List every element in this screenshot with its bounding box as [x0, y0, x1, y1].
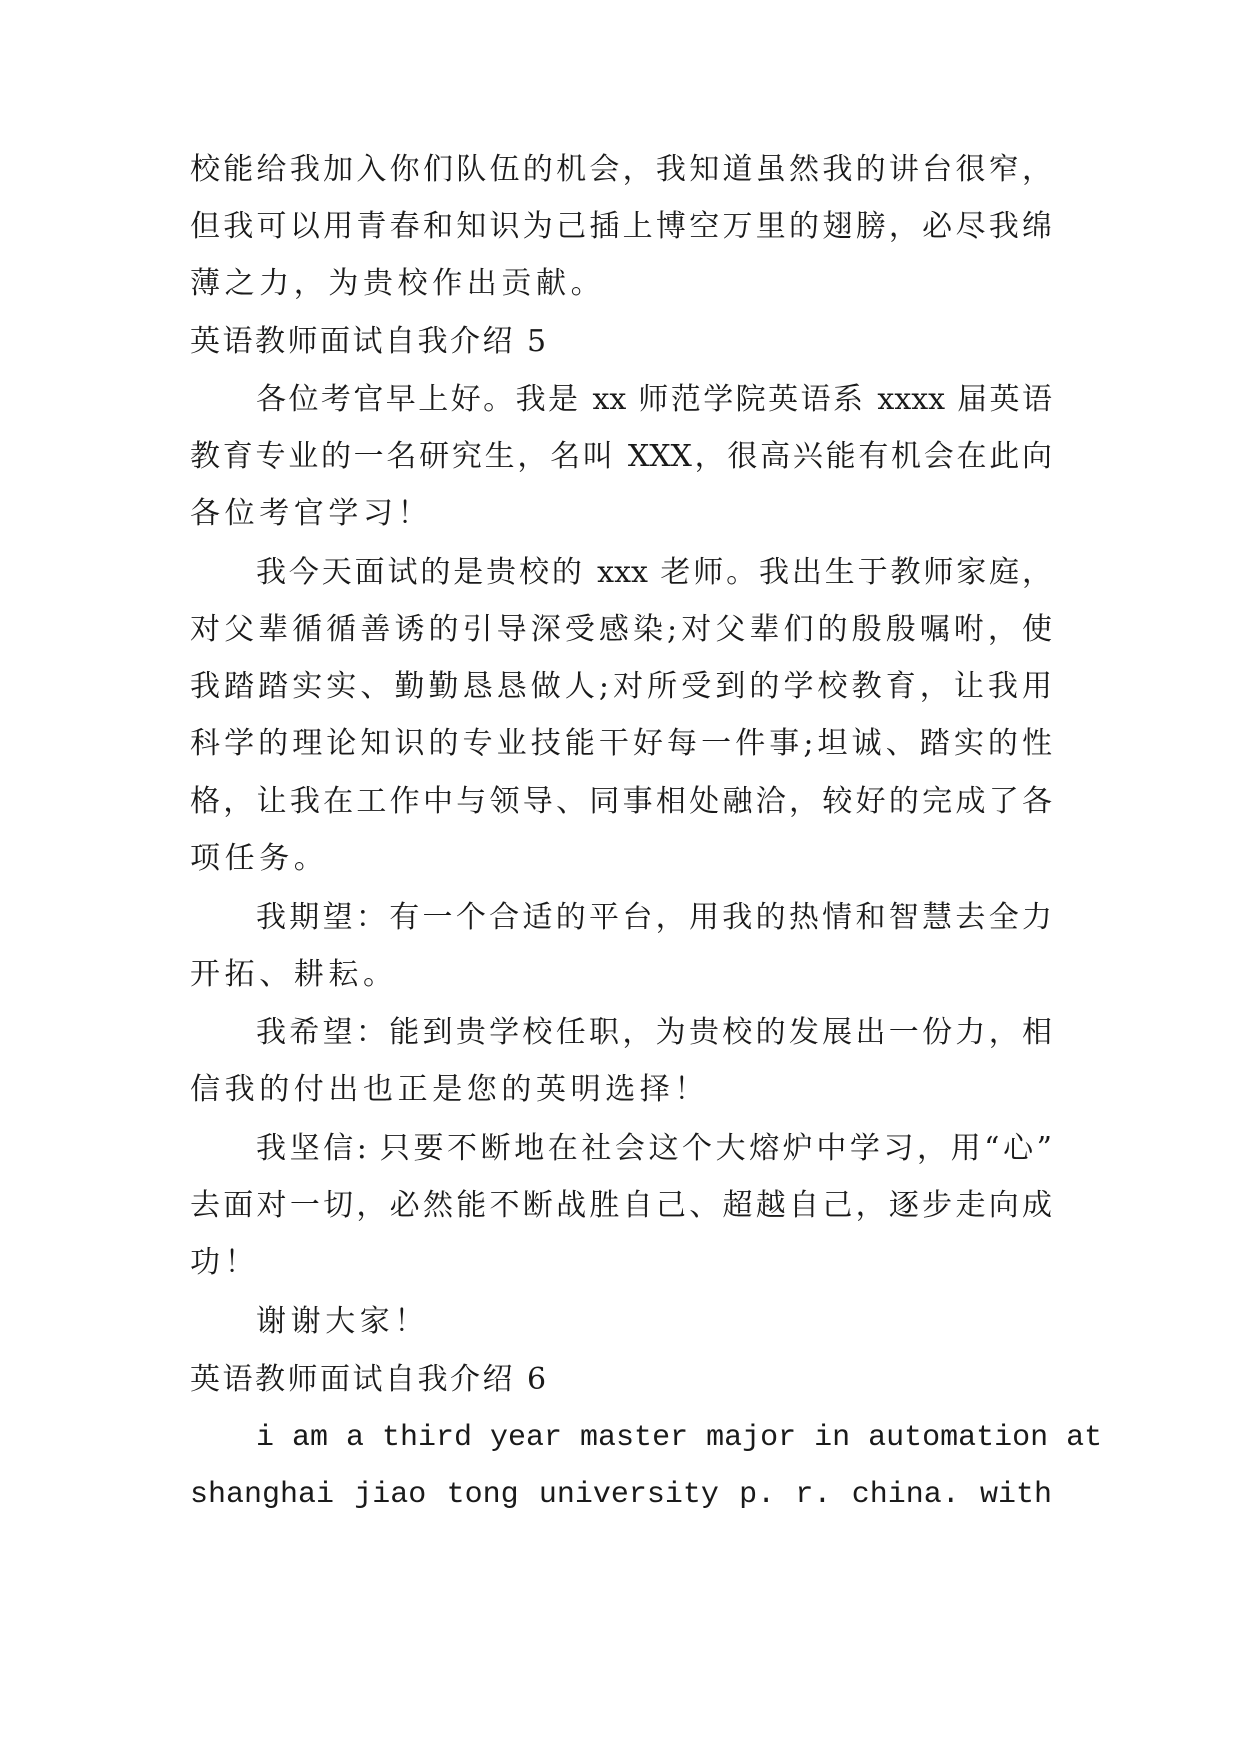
paragraph-line: 我踏踏实实、勤勤恳恳做人;对所受到的学校教育，让我用	[190, 669, 1052, 704]
paragraph-line: 格，让我在工作中与领导、同事相处融洽，较好的完成了各	[190, 784, 1052, 819]
paragraph-line: 我期望：有一个合适的平台，用我的热情和智慧去全力	[256, 900, 1052, 935]
paragraph-line: 去面对一切，必然能不断战胜自己、超越自己，逐步走向成	[190, 1188, 1052, 1223]
paragraph-line: 我今天面试的是贵校的 xxx 老师。我出生于教师家庭，	[256, 555, 1052, 590]
paragraph-line: 开拓、耕耘。	[190, 957, 398, 992]
paragraph-line: 谢谢大家！	[256, 1304, 429, 1339]
paragraph-line: i am a third year master major in automation at	[256, 1421, 1103, 1455]
paragraph-line: 薄之力，为贵校作出贡献。	[190, 266, 606, 301]
paragraph-line: 科学的理论知识的专业技能干好每一件事;坦诚、踏实的性	[190, 726, 1052, 761]
paragraph-line: 功！	[190, 1245, 260, 1280]
paragraph-line: 校能给我加入你们队伍的机会，我知道虽然我的讲台很窄，	[190, 152, 1052, 187]
paragraph-line: 教育专业的一名研究生，名叫 XXX，很高兴能有机会在此向	[190, 439, 1052, 474]
section-heading: 英语教师面试自我介绍 5	[190, 324, 549, 359]
paragraph-line: 各位考官学习！	[190, 496, 433, 531]
paragraph-line: shanghai jiao tong university p. r. china. with	[190, 1478, 1052, 1512]
paragraph-line: 但我可以用青春和知识为己插上博空万里的翅膀，必尽我绵	[190, 209, 1052, 244]
paragraph-line: 项任务。	[190, 841, 329, 876]
paragraph-line: 我希望：能到贵学校任职，为贵校的发展出一份力，相	[256, 1015, 1052, 1050]
paragraph-line: 信我的付出也正是您的英明选择！	[190, 1072, 709, 1107]
paragraph-line: 我坚信: 只要不断地在社会这个大熔炉中学习，用“心”	[256, 1131, 1052, 1166]
section-heading: 英语教师面试自我介绍 6	[190, 1362, 549, 1397]
paragraph-line: 对父辈循循善诱的引导深受感染;对父辈们的殷殷嘱咐，使	[190, 612, 1052, 647]
paragraph-line: 各位考官早上好。我是 xx 师范学院英语系 xxxx 届英语	[256, 382, 1052, 417]
